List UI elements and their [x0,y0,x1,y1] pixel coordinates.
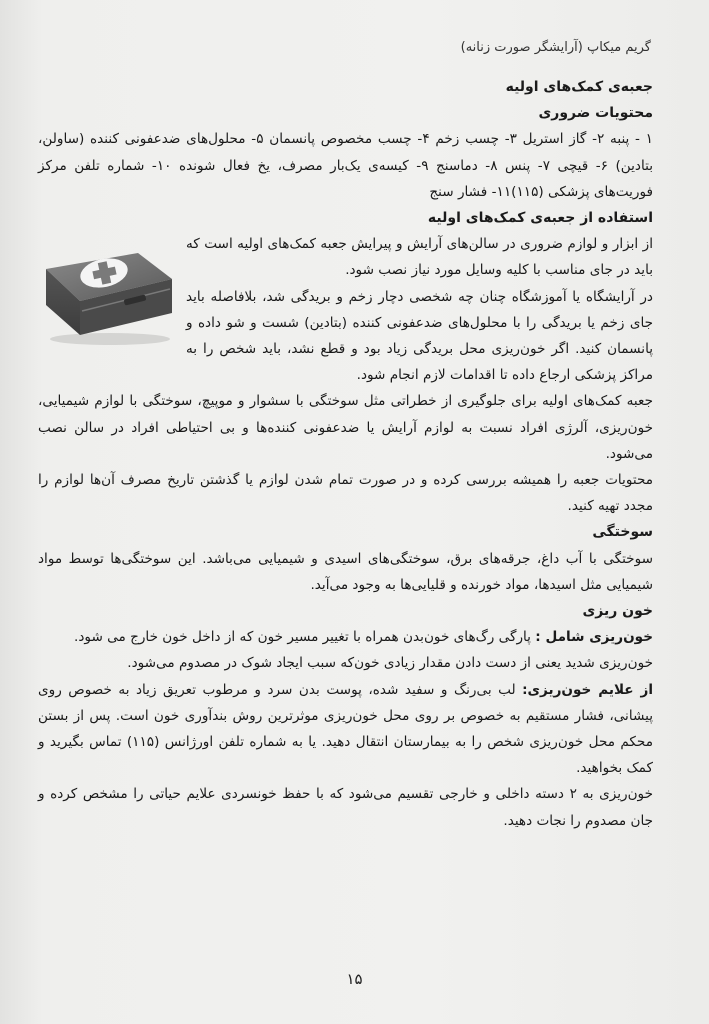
page-number: ۱۵ [346,970,363,988]
bleeding-signs-text: لب بی‌رنگ و سفید شده، پوست بدن سرد و مرطوب تعریق زیاد به خصوص روی پیشانی، فشار مستقیم به خصوص بر روی محل خون‌ریزی موثرترین روش بندآوری خون است. پس از بستن محکم محل خون‌ریزی شخص را به بیمارستان انتقال دهید. یا به شماره تلفن اورژانس (۱۱۵) تماس بگیرید و کمک بخواهید. [38,681,653,777]
bleeding-signs-paragraph [38,677,653,782]
kit-section-title: جعبه‌ی کمک‌های اولیه [505,79,653,95]
first-aid-kit-image [38,239,176,347]
burn-section-title: سوختگی [592,524,653,541]
usage-paragraph-3: جعبه کمک‌های اولیه برای جلوگیری از خطراتی مثل سوختگی با سشوار و موپیچ، سوختگی با لوازم شیمیایی، خون‌ریزی، آلرژی افراد نسبت به لوازم آرایش یا ضدعفونی کننده‌ها و بی احتیاطی افراد در سالن نصب می‌شود. [38,393,653,462]
bleeding-section-title: خون ریزی [582,603,653,620]
usage-subtitle: استفاده از جعبه‌ی کمک‌های اولیه [427,210,653,227]
contents-list: ۱ - پنبه ۲- گاز استریل ۳- چسب زخم ۴- چسب مخصوص پانسمان ۵- محلول‌های ضدعفونی کننده (ساولن، بتادین) ۶- قیچی ۷- پنس ۸- دماسنج ۹- کیسه‌ی یک‌بار مصرف، یخ فعال شونده ۱۰- شماره تلفن مرکز فوریت‌های پزشکی (۱۱۵)۱۱- فشار سنج [38,131,654,200]
usage-paragraph-1: از ابزار و لوازم ضروری در سالن‌های آرایش و پیرایش جعبه کمک‌های اولیه است که باید در جای مناسب با کلیه وسایل مورد نیاز نصب شود. [186,236,653,279]
burn-paragraph: سوختگی با آب داغ، جرقه‌های برق، سوختگی‌های اسیدی و شیمیایی می‌باشد. این سوختگی‌ها توسط مواد شیمیایی مثل اسیدها، مواد خورنده و قلیایی‌ها به وجود می‌آید. [38,550,653,593]
bleeding-signs-lead: از علایم خون‌ریزی: [522,681,653,698]
first-aid-kit-icon [38,239,176,347]
bleeding-includes-text: پارگی رگ‌های خون‌بدن همراه با تغییر مسیر خون که از داخل خون خارج می شود. [74,629,536,646]
usage-paragraph-2: در آرایشگاه یا آموزشگاه چنان چه شخصی دچار زخم و بریدگی شد، بلافاصله باید جای زخم یا بریدگی را با محلول‌های ضدعفونی کننده (بتادین) شست و شو داده و پانسمان کنید. اگر خون‌ریزی محل بریدگی زیاد بود و قطع نشد، باید شخص را به مراکز پزشکی ارجاع داده تا اقدامات لازم انجام شود. [186,288,653,384]
usage-paragraph-4: محتویات جعبه را همیشه بررسی کرده و در صورت تمام شدن لوازم یا گذشتن تاریخ مصرف آن‌ها لوازم را مجدد تهیه کنید. [38,472,653,515]
bleeding-types-paragraph: خون‌ریزی به ۲ دسته داخلی و خارجی تقسیم می‌شود که با حفظ خونسردی علایم حیاتی را مشخص کرده و جان مصدوم را نجات دهید. [38,786,653,829]
bleeding-severe-paragraph: خون‌ریزی شدید یعنی از دست دادن مقدار زیادی خون‌که سبب ایجاد شوک در مصدوم می‌شود. [127,655,653,672]
bleeding-includes-lead: خون‌ریزی شامل : [535,629,653,646]
page-content [38,74,653,834]
contents-subtitle: محتویات ضروری [538,105,653,122]
running-header: گریم میکاپ (آرایشگر صورت زنانه) [460,40,651,55]
bleeding-includes-paragraph [38,624,653,650]
